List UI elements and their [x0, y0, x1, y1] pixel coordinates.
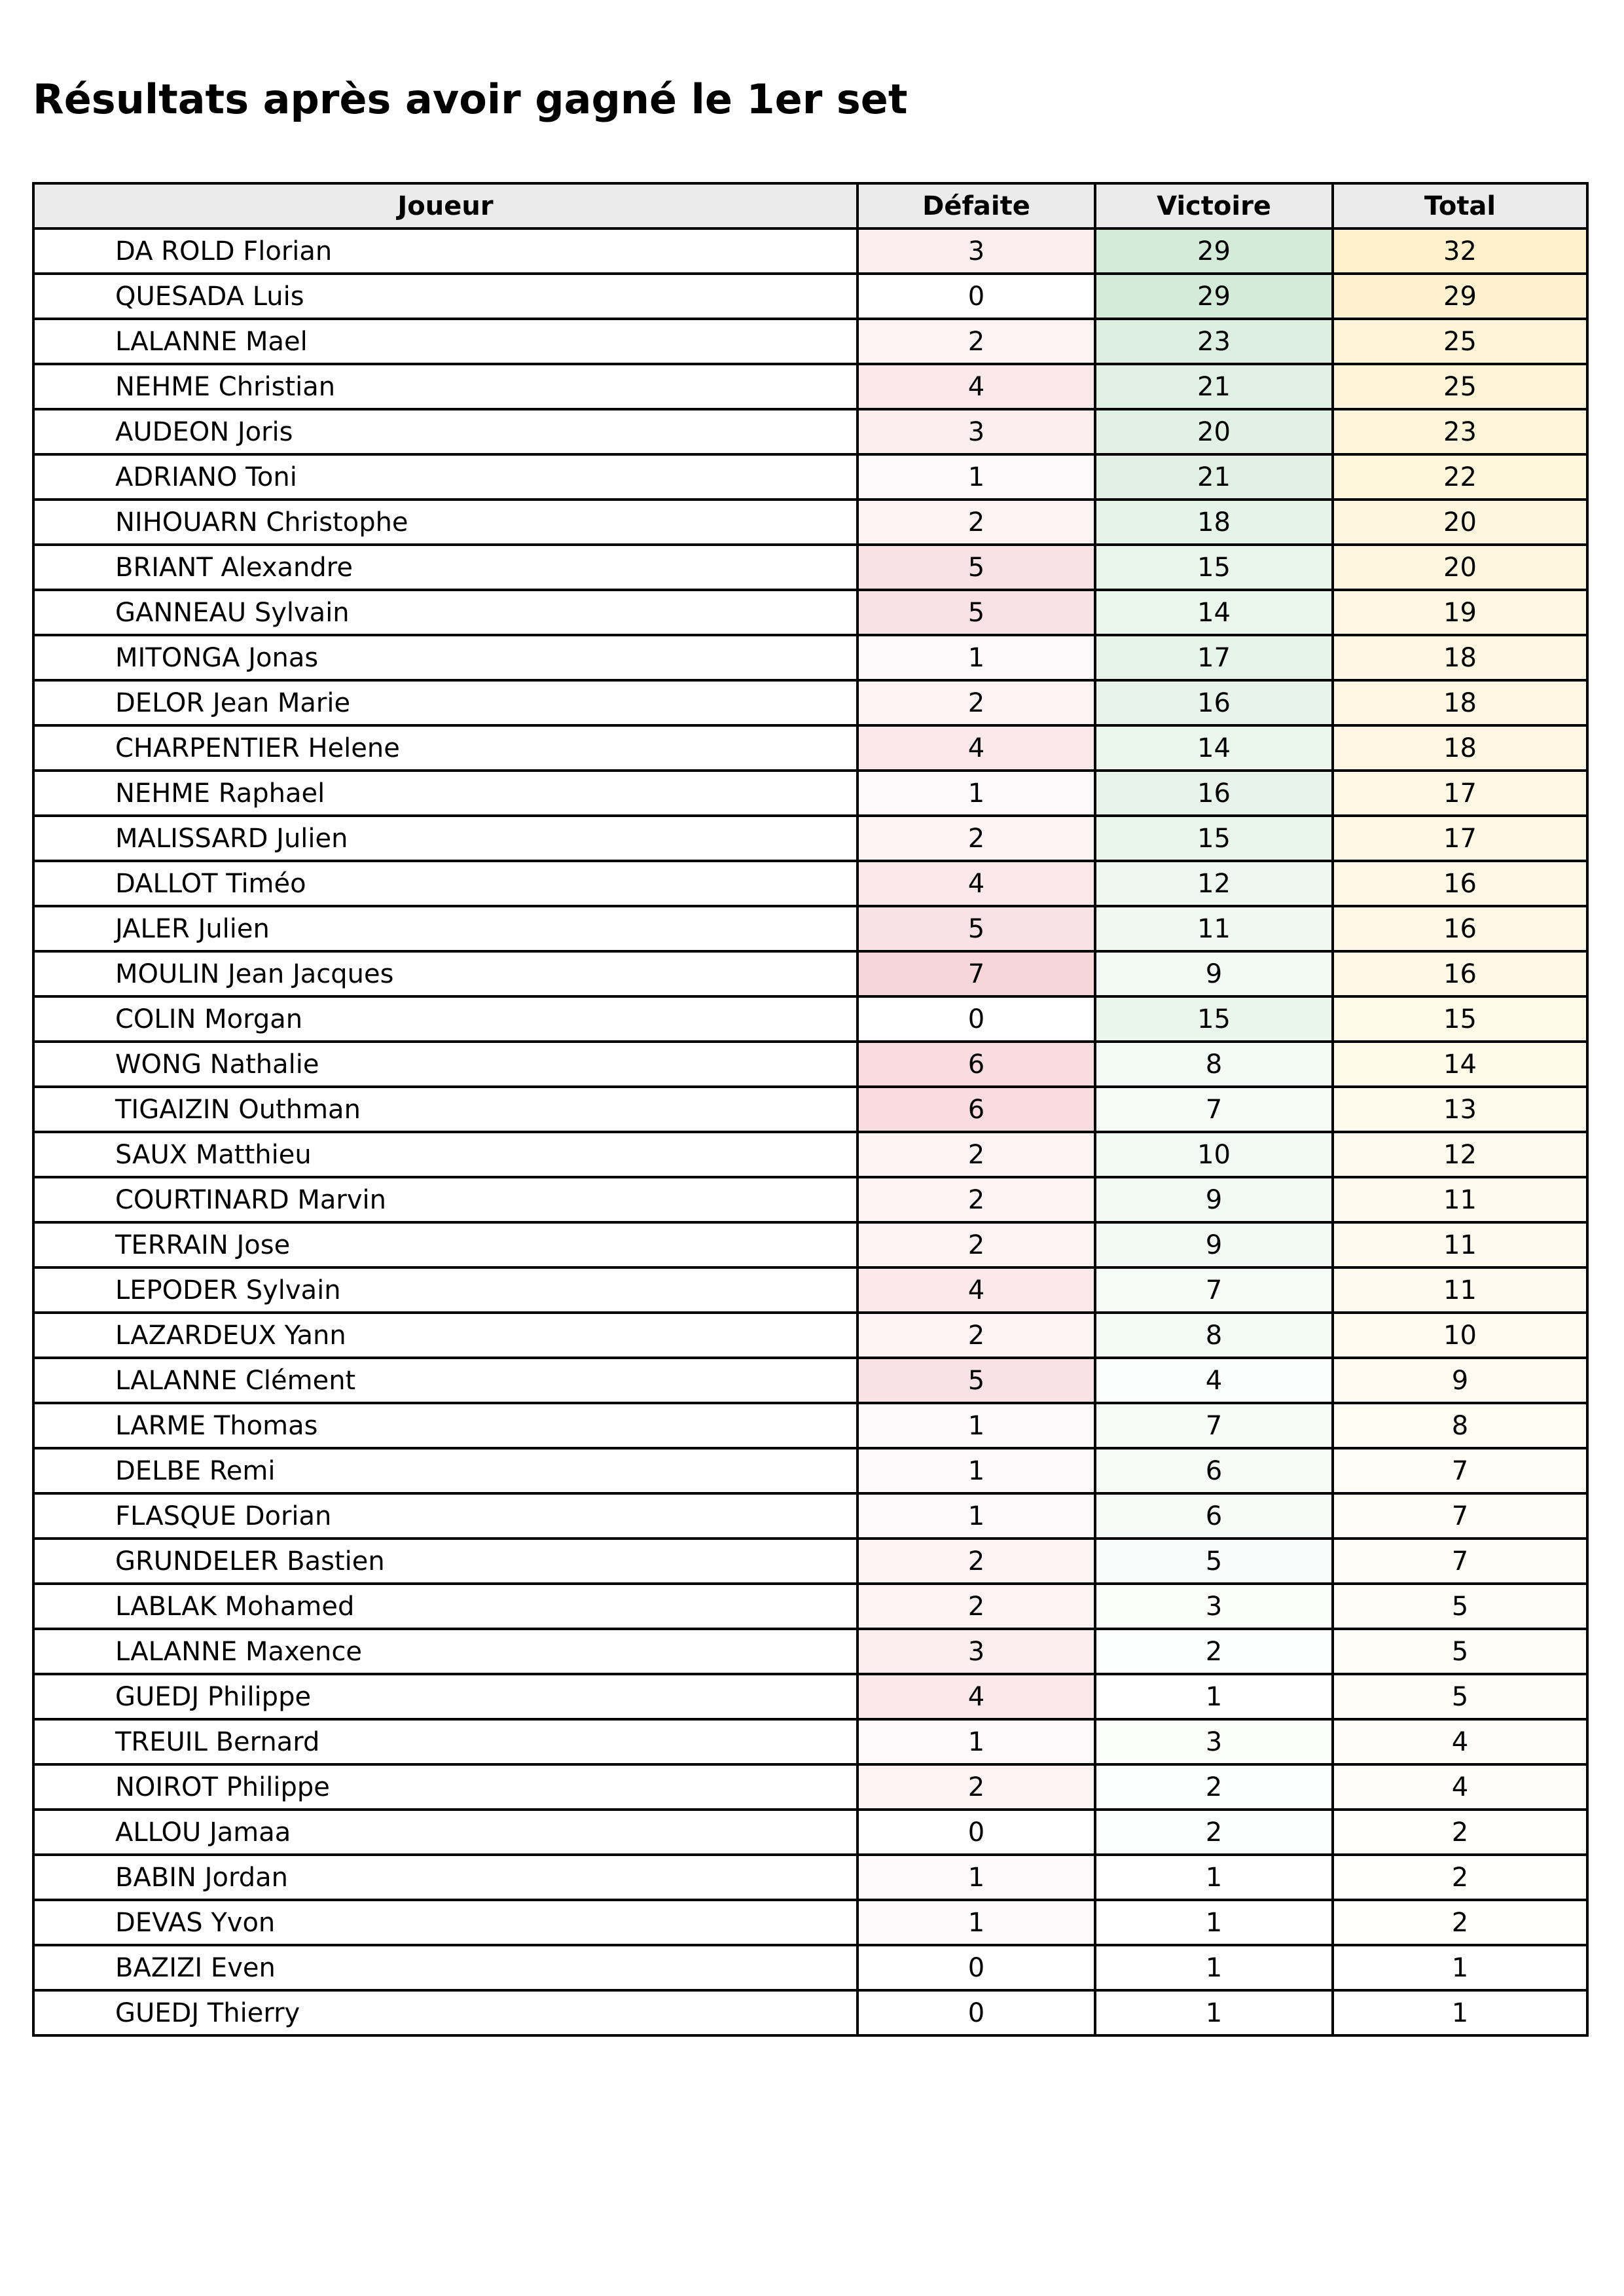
- victoire-cell: 16: [1095, 771, 1333, 816]
- player-cell: BRIANT Alexandre: [33, 545, 857, 590]
- player-cell: SAUX Matthieu: [33, 1132, 857, 1177]
- player-cell: TERRAIN Jose: [33, 1222, 857, 1267]
- defaite-cell: 0: [857, 1945, 1095, 1990]
- defaite-cell: 4: [857, 1674, 1095, 1719]
- table-row: [33, 319, 1587, 364]
- total-cell: 20: [1333, 545, 1587, 590]
- table-row: [33, 1313, 1587, 1358]
- victoire-cell: 14: [1095, 590, 1333, 635]
- table-row: [33, 1990, 1587, 2035]
- victoire-cell: 4: [1095, 1358, 1333, 1403]
- defaite-cell: 2: [857, 500, 1095, 545]
- victoire-cell: 23: [1095, 319, 1333, 364]
- total-cell: 25: [1333, 319, 1587, 364]
- player-cell: GUEDJ Philippe: [33, 1674, 857, 1719]
- victoire-cell: 10: [1095, 1132, 1333, 1177]
- total-cell: 2: [1333, 1810, 1587, 1855]
- defaite-cell: 4: [857, 364, 1095, 409]
- table-row: [33, 1132, 1587, 1177]
- total-cell: 13: [1333, 1087, 1587, 1132]
- victoire-cell: 2: [1095, 1629, 1333, 1674]
- player-cell: GRUNDELER Bastien: [33, 1539, 857, 1584]
- victoire-cell: 17: [1095, 635, 1333, 680]
- defaite-cell: 2: [857, 680, 1095, 725]
- player-cell: MOULIN Jean Jacques: [33, 951, 857, 996]
- player-cell: DELBE Remi: [33, 1448, 857, 1493]
- defaite-cell: 4: [857, 861, 1095, 906]
- defaite-cell: 1: [857, 1855, 1095, 1900]
- defaite-cell: 1: [857, 1493, 1095, 1539]
- defaite-cell: 3: [857, 409, 1095, 454]
- total-cell: 7: [1333, 1448, 1587, 1493]
- table-row: [33, 816, 1587, 861]
- player-cell: NIHOUARN Christophe: [33, 500, 857, 545]
- victoire-cell: 7: [1095, 1403, 1333, 1448]
- defaite-cell: 0: [857, 996, 1095, 1042]
- victoire-cell: 16: [1095, 680, 1333, 725]
- table-row: [33, 500, 1587, 545]
- victoire-cell: 18: [1095, 500, 1333, 545]
- victoire-cell: 5: [1095, 1539, 1333, 1584]
- defaite-cell: 1: [857, 771, 1095, 816]
- total-cell: 16: [1333, 861, 1587, 906]
- player-cell: DELOR Jean Marie: [33, 680, 857, 725]
- table-row: [33, 1719, 1587, 1764]
- defaite-cell: 0: [857, 274, 1095, 319]
- defaite-cell: 3: [857, 228, 1095, 274]
- total-cell: 15: [1333, 996, 1587, 1042]
- player-cell: COLIN Morgan: [33, 996, 857, 1042]
- table-row: [33, 1855, 1587, 1900]
- header-defaite: Défaite: [857, 183, 1095, 228]
- player-cell: LARME Thomas: [33, 1403, 857, 1448]
- total-cell: 17: [1333, 771, 1587, 816]
- player-cell: MITONGA Jonas: [33, 635, 857, 680]
- player-cell: BABIN Jordan: [33, 1855, 857, 1900]
- player-cell: COURTINARD Marvin: [33, 1177, 857, 1222]
- victoire-cell: 8: [1095, 1313, 1333, 1358]
- player-cell: GUEDJ Thierry: [33, 1990, 857, 2035]
- player-cell: LAZARDEUX Yann: [33, 1313, 857, 1358]
- table-row: [33, 906, 1587, 951]
- victoire-cell: 9: [1095, 951, 1333, 996]
- total-cell: 1: [1333, 1945, 1587, 1990]
- table-row: [33, 545, 1587, 590]
- player-cell: LALANNE Maxence: [33, 1629, 857, 1674]
- defaite-cell: 1: [857, 1403, 1095, 1448]
- defaite-cell: 2: [857, 319, 1095, 364]
- table-row: [33, 1584, 1587, 1629]
- defaite-cell: 5: [857, 545, 1095, 590]
- table-row: [33, 1945, 1587, 1990]
- table-row: [33, 454, 1587, 500]
- defaite-cell: 6: [857, 1042, 1095, 1087]
- victoire-cell: 29: [1095, 274, 1333, 319]
- defaite-cell: 5: [857, 1358, 1095, 1403]
- player-cell: NEHME Raphael: [33, 771, 857, 816]
- total-cell: 18: [1333, 725, 1587, 771]
- victoire-cell: 6: [1095, 1448, 1333, 1493]
- table-row: [33, 1539, 1587, 1584]
- table-row: [33, 725, 1587, 771]
- table-row: [33, 1358, 1587, 1403]
- total-cell: 29: [1333, 274, 1587, 319]
- total-cell: 2: [1333, 1900, 1587, 1945]
- defaite-cell: 4: [857, 1267, 1095, 1313]
- results-body: [33, 228, 1587, 2035]
- table-row: [33, 1267, 1587, 1313]
- header-row: [33, 183, 1587, 228]
- victoire-cell: 9: [1095, 1222, 1333, 1267]
- defaite-cell: 5: [857, 590, 1095, 635]
- player-cell: ALLOU Jamaa: [33, 1810, 857, 1855]
- total-cell: 9: [1333, 1358, 1587, 1403]
- table-row: [33, 1900, 1587, 1945]
- victoire-cell: 15: [1095, 996, 1333, 1042]
- victoire-cell: 3: [1095, 1719, 1333, 1764]
- player-cell: DA ROLD Florian: [33, 228, 857, 274]
- total-cell: 5: [1333, 1629, 1587, 1674]
- player-cell: CHARPENTIER Helene: [33, 725, 857, 771]
- player-cell: DALLOT Timéo: [33, 861, 857, 906]
- total-cell: 16: [1333, 906, 1587, 951]
- player-cell: TREUIL Bernard: [33, 1719, 857, 1764]
- table-row: [33, 1403, 1587, 1448]
- defaite-cell: 6: [857, 1087, 1095, 1132]
- defaite-cell: 2: [857, 1764, 1095, 1810]
- defaite-cell: 2: [857, 1584, 1095, 1629]
- victoire-cell: 21: [1095, 364, 1333, 409]
- victoire-cell: 15: [1095, 816, 1333, 861]
- victoire-cell: 21: [1095, 454, 1333, 500]
- victoire-cell: 8: [1095, 1042, 1333, 1087]
- player-cell: DEVAS Yvon: [33, 1900, 857, 1945]
- player-cell: LALANNE Mael: [33, 319, 857, 364]
- victoire-cell: 11: [1095, 906, 1333, 951]
- total-cell: 2: [1333, 1855, 1587, 1900]
- total-cell: 14: [1333, 1042, 1587, 1087]
- table-row: [33, 364, 1587, 409]
- header-total: Total: [1333, 183, 1587, 228]
- player-cell: AUDEON Joris: [33, 409, 857, 454]
- victoire-cell: 15: [1095, 545, 1333, 590]
- total-cell: 25: [1333, 364, 1587, 409]
- defaite-cell: 7: [857, 951, 1095, 996]
- total-cell: 11: [1333, 1267, 1587, 1313]
- page-title: Résultats après avoir gagné le 1er set: [33, 75, 908, 123]
- table-row: [33, 274, 1587, 319]
- header-joueur: Joueur: [33, 183, 857, 228]
- victoire-cell: 7: [1095, 1087, 1333, 1132]
- player-cell: BAZIZI Even: [33, 1945, 857, 1990]
- victoire-cell: 7: [1095, 1267, 1333, 1313]
- table-row: [33, 1810, 1587, 1855]
- player-cell: GANNEAU Sylvain: [33, 590, 857, 635]
- total-cell: 20: [1333, 500, 1587, 545]
- table-row: [33, 1042, 1587, 1087]
- victoire-cell: 6: [1095, 1493, 1333, 1539]
- total-cell: 18: [1333, 680, 1587, 725]
- player-cell: LEPODER Sylvain: [33, 1267, 857, 1313]
- defaite-cell: 5: [857, 906, 1095, 951]
- table-row: [33, 1629, 1587, 1674]
- total-cell: 1: [1333, 1990, 1587, 2035]
- player-cell: LALANNE Clément: [33, 1358, 857, 1403]
- player-cell: NEHME Christian: [33, 364, 857, 409]
- table-row: [33, 861, 1587, 906]
- total-cell: 23: [1333, 409, 1587, 454]
- total-cell: 12: [1333, 1132, 1587, 1177]
- total-cell: 10: [1333, 1313, 1587, 1358]
- victoire-cell: 1: [1095, 1674, 1333, 1719]
- table-row: [33, 590, 1587, 635]
- defaite-cell: 1: [857, 1448, 1095, 1493]
- results-table: [32, 182, 1589, 2037]
- player-cell: FLASQUE Dorian: [33, 1493, 857, 1539]
- player-cell: LABLAK Mohamed: [33, 1584, 857, 1629]
- player-cell: NOIROT Philippe: [33, 1764, 857, 1810]
- player-cell: MALISSARD Julien: [33, 816, 857, 861]
- defaite-cell: 2: [857, 1132, 1095, 1177]
- victoire-cell: 12: [1095, 861, 1333, 906]
- total-cell: 11: [1333, 1222, 1587, 1267]
- table-row: [33, 1177, 1587, 1222]
- header-victoire: Victoire: [1095, 183, 1333, 228]
- defaite-cell: 4: [857, 725, 1095, 771]
- defaite-cell: 1: [857, 454, 1095, 500]
- total-cell: 22: [1333, 454, 1587, 500]
- total-cell: 17: [1333, 816, 1587, 861]
- defaite-cell: 0: [857, 1990, 1095, 2035]
- total-cell: 16: [1333, 951, 1587, 996]
- victoire-cell: 1: [1095, 1900, 1333, 1945]
- table-row: [33, 771, 1587, 816]
- victoire-cell: 20: [1095, 409, 1333, 454]
- victoire-cell: 29: [1095, 228, 1333, 274]
- table-row: [33, 1222, 1587, 1267]
- defaite-cell: 2: [857, 1177, 1095, 1222]
- defaite-cell: 1: [857, 635, 1095, 680]
- table-row: [33, 1087, 1587, 1132]
- player-cell: TIGAIZIN Outhman: [33, 1087, 857, 1132]
- victoire-cell: 9: [1095, 1177, 1333, 1222]
- total-cell: 32: [1333, 228, 1587, 274]
- table-row: [33, 635, 1587, 680]
- defaite-cell: 2: [857, 1222, 1095, 1267]
- table-row: [33, 409, 1587, 454]
- table-row: [33, 680, 1587, 725]
- defaite-cell: 1: [857, 1719, 1095, 1764]
- defaite-cell: 2: [857, 816, 1095, 861]
- total-cell: 7: [1333, 1493, 1587, 1539]
- total-cell: 11: [1333, 1177, 1587, 1222]
- total-cell: 4: [1333, 1764, 1587, 1810]
- victoire-cell: 14: [1095, 725, 1333, 771]
- player-cell: JALER Julien: [33, 906, 857, 951]
- total-cell: 19: [1333, 590, 1587, 635]
- table-row: [33, 228, 1587, 274]
- player-cell: ADRIANO Toni: [33, 454, 857, 500]
- defaite-cell: 3: [857, 1629, 1095, 1674]
- table-row: [33, 1493, 1587, 1539]
- table-row: [33, 951, 1587, 996]
- total-cell: 4: [1333, 1719, 1587, 1764]
- victoire-cell: 1: [1095, 1945, 1333, 1990]
- defaite-cell: 2: [857, 1539, 1095, 1584]
- total-cell: 18: [1333, 635, 1587, 680]
- victoire-cell: 3: [1095, 1584, 1333, 1629]
- victoire-cell: 1: [1095, 1990, 1333, 2035]
- table-row: [33, 1764, 1587, 1810]
- table-row: [33, 1674, 1587, 1719]
- total-cell: 8: [1333, 1403, 1587, 1448]
- table-row: [33, 1448, 1587, 1493]
- player-cell: WONG Nathalie: [33, 1042, 857, 1087]
- total-cell: 5: [1333, 1584, 1587, 1629]
- defaite-cell: 2: [857, 1313, 1095, 1358]
- total-cell: 5: [1333, 1674, 1587, 1719]
- defaite-cell: 0: [857, 1810, 1095, 1855]
- victoire-cell: 2: [1095, 1810, 1333, 1855]
- victoire-cell: 1: [1095, 1855, 1333, 1900]
- player-cell: QUESADA Luis: [33, 274, 857, 319]
- victoire-cell: 2: [1095, 1764, 1333, 1810]
- table-row: [33, 996, 1587, 1042]
- defaite-cell: 1: [857, 1900, 1095, 1945]
- total-cell: 7: [1333, 1539, 1587, 1584]
